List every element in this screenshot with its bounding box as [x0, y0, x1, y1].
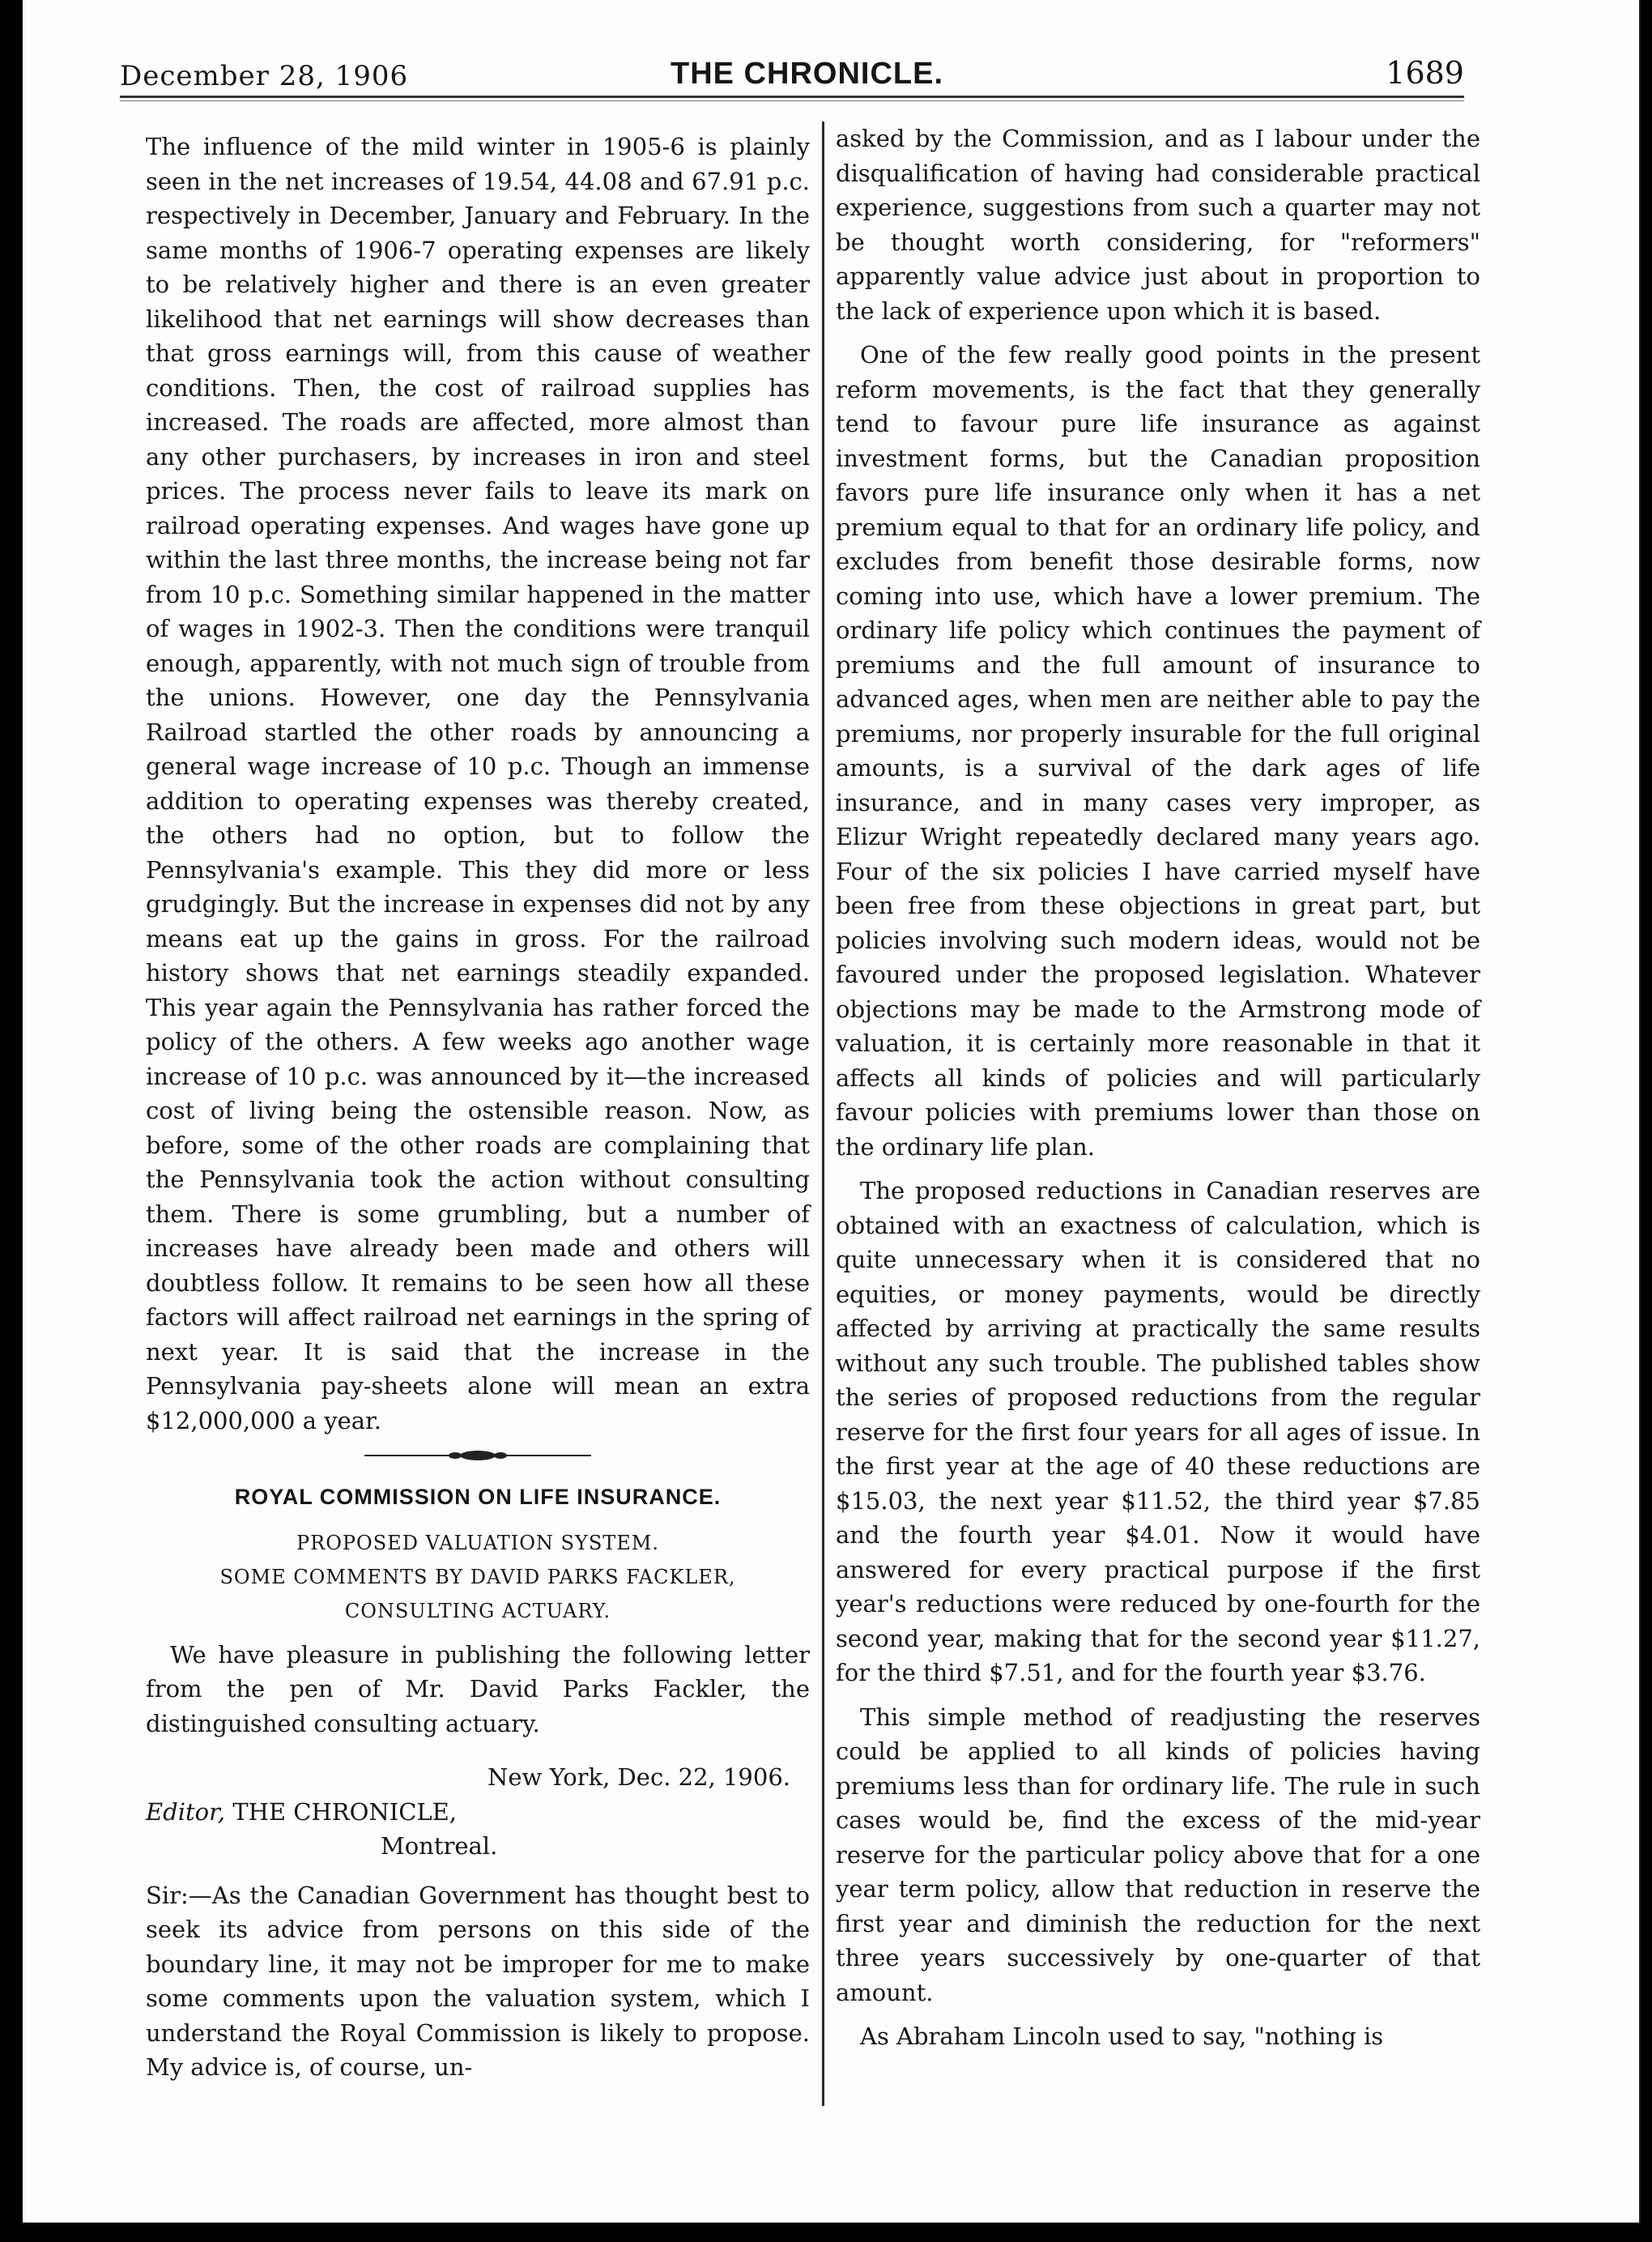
letter-addressee: [146, 1795, 810, 1830]
letter-dateline: New York, Dec. 22, 1906.: [488, 1763, 790, 1791]
left-column: [146, 130, 810, 2095]
header-rule: [120, 96, 1464, 98]
header-rule-thin: [120, 100, 1464, 101]
letter-paragraph: asked by the Commission, and as I labour under the disqualification of having had considerable practical experience, suggestions from such a quarter may not be thought worth considering, for "reformers" apparently value advice just about in proportion to the lack of experience upon which it is based.: [836, 125, 1480, 325]
issue-date: December 28, 1906: [120, 60, 409, 92]
newspaper-page: [23, 0, 1641, 2223]
page-number: 1689: [1386, 55, 1464, 91]
publication-title: THE CHRONICLE.: [671, 57, 943, 91]
letter-place: Montreal.: [381, 1832, 498, 1860]
section-subtitle: SOME COMMENTS BY DAVID PARKS FACKLER,: [219, 1565, 736, 1588]
column-divider: [822, 121, 824, 2106]
spacer: [146, 1628, 810, 1638]
editor-publication: THE CHRONICLE,: [225, 1797, 458, 1826]
letter-paragraph: The proposed reductions in Canadian reserves are obtained with an exactness of calculation, which is quite unnecessary when it is considered that no equities, or money payments, would be directly affected by arriving at practically the same results without any such trouble. The published tables show the series of proposed reductions from the regular reserve for the first four years for all ages of issue. In the first year at the age of 40 these reductions are $15.03, the next year $11.52, the third year $7.85 and the fourth year $4.01. Now it would have answered for every practical purpose if the first year's reductions were reduced by one-fourth for the second year, making that for the second year $11.27, for the third $7.51, and for the fourth year $3.76.: [836, 1177, 1480, 1686]
section-subtitle: CONSULTING ACTUARY.: [344, 1599, 611, 1622]
page-header: [120, 24, 1464, 92]
editor-label: Editor,: [146, 1797, 226, 1826]
letter-paragraph: This simple method of readjusting the reserves could be applied to all kinds of policies having premiums less than for ordinary life. The rule in such cases would be, find the excess of the mid-year reserve for the particular policy above that for a one year term policy, allow that reduction in reserve the first year and diminish the reduction for the next three years successively by one-quarter of that amount.: [836, 1703, 1480, 2006]
article-paragraph: The influence of the mild winter in 1905-6 is plainly seen in the net increases of 19.54, 44.08 and 67.91 p.c. respectively in December, January and February. In the same months of 1906-7 operating expenses are likely to be relatively higher and there is an even greater likelihood that net earnings will show decreases than that gross earnings will, from this cause of weather conditions. Then, the cost of railroad supplies has increased. The roads are affected, more almost than any other purchasers, by increases in iron and steel prices. The process never fails to leave its mark on railroad operating expenses. And wages have gone up within the last three months, the increase being not far from 10 p.c. Something similar happened in the matter of wages in 1902-3. Then the conditions were tranquil enough, apparently, with not much sign of trouble from the unions. However, one day the Pennsylvania Railroad startled the other roads by announcing a general wage increase of 10 p.c. Though an immense addition to operating expenses was thereby created, the others had no option, but to follow the Pennsylvania's example. This they did more or less grudgingly. But the increase in expenses did not by any means eat up the gains in gross. For the railroad history shows that net earnings steadily expanded. This year again the Pennsylvania has rather forced the policy of the others. A few weeks ago another wage increase of 10 p.c. was announced by it—the increased cost of living being the ostensible reason. Now, as before, some of the other roads are complaining that the Pennsylvania took the action without consulting them. There is some grumbling, but a number of increases have already been made and others will doubtless follow. It remains to be seen how all these factors will affect railroad net earnings in the spring of next year. It is said that the increase in the Pennsylvania pay-sheets alone will mean an extra $12,000,000 a year.: [146, 133, 810, 1434]
article-paragraph: We have pleasure in publishing the following letter from the pen of Mr. David Parks Fackler, the distinguished consulting actuary.: [146, 1640, 810, 1737]
letter-paragraph: One of the few really good points in the present reform movements, is the fact that they generally tend to favour pure life insurance as against investment forms, but the Canadian proposition favors pure life insurance only when it has a net premium equal to that for an ordinary life policy, and excludes from benefit those desirable forms, now coming into use, which have a lower premium. The ordinary life policy which continues the payment of premiums and the full amount of insurance to advanced ages, when men are neither able to pay the premiums, nor properly insurable for the full original amounts, is a survival of the dark ages of life insurance, and in many cases very improper, as Elizur Wright repeatedly declared many years ago. Four of the six policies I have carried myself have been free from these objections in great part, but policies involving such modern ideas, would not be favoured under the proposed legislation. Whatever objections may be made to the Armstrong mode of valuation, it is certainly more reasonable in that it affects all kinds of policies and will particularly favour policies with premiums lower than those on the ordinary life plan.: [836, 341, 1480, 1161]
ornament-divider-icon: [364, 1449, 591, 1462]
right-column: [836, 121, 1480, 2064]
section-subtitle: PROPOSED VALUATION SYSTEM.: [296, 1531, 659, 1554]
letter-paragraph: As Abraham Lincoln used to say, "nothing is: [860, 2022, 1384, 2050]
section-title: ROYAL COMMISSION ON LIFE INSURANCE.: [234, 1485, 722, 1509]
letter-paragraph: Sir:—As the Canadian Government has thought best to seek its advice from persons on this side of the boundary line, it may not be improper for me to make some comments upon the valuation system, which I understand the Royal Commission is likely to propose. My advice is, of course, un-: [146, 1881, 810, 2081]
